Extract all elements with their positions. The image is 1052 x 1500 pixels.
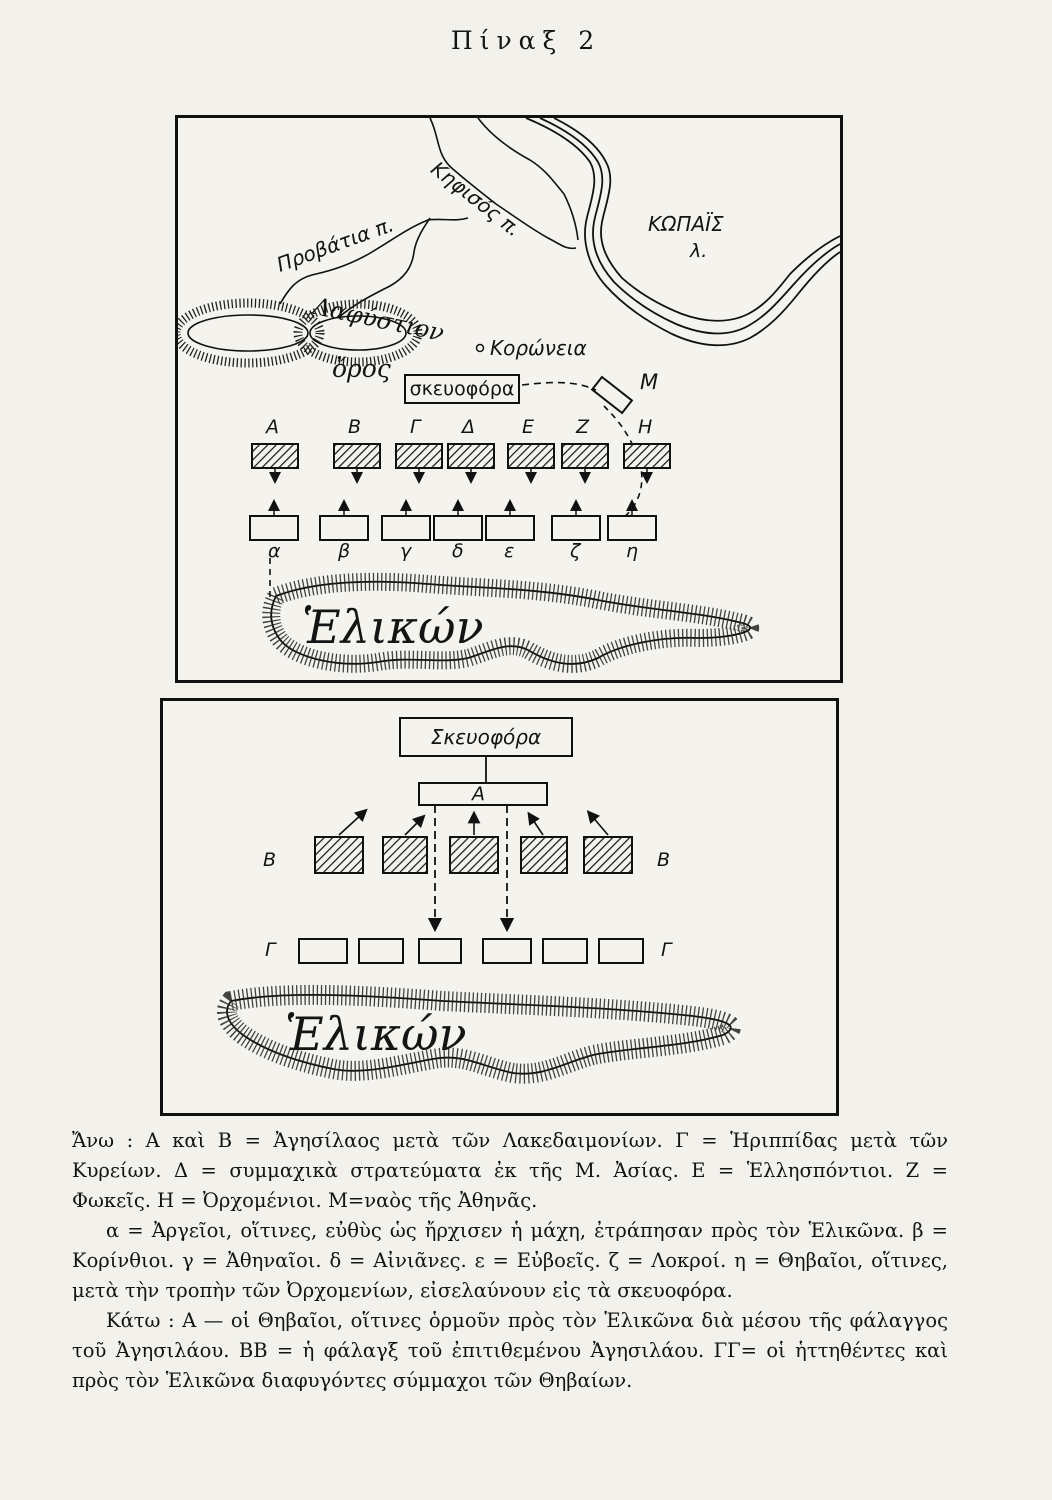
unit-upper-label-5: Ε — [522, 416, 535, 438]
label-g-left: Γ — [265, 939, 276, 961]
unit-lower-label-4: δ — [452, 540, 464, 562]
unit-upper-2 — [334, 444, 380, 468]
unit-lower-5 — [486, 516, 534, 540]
label-g-right: Γ — [661, 939, 672, 961]
bottom-battle-map — [160, 698, 839, 1116]
helicon-label-bottom: Ἑλικών — [285, 1007, 467, 1061]
unit-upper-4 — [448, 444, 494, 468]
temple-m — [592, 377, 632, 413]
provatia-label: Προβάτια π. — [273, 212, 397, 277]
koroneia-town — [477, 345, 484, 352]
lafystion-label: Λαφύστιον — [310, 292, 447, 348]
label-b-left: Β — [263, 849, 277, 871]
baggage-dashed-route — [522, 383, 596, 390]
unit-upper-label-2: Β — [348, 416, 362, 438]
oros-label: ὄρος — [332, 354, 391, 383]
unit-lower-label-6: ζ — [570, 540, 581, 562]
unit-lower-6 — [552, 516, 600, 540]
label-b-right: Β — [657, 849, 671, 871]
unit-lower-1 — [250, 516, 298, 540]
unit-lower-label-7: η — [626, 540, 639, 562]
koroneia-label: Κορώνεια — [490, 336, 587, 360]
unit-lower-2 — [320, 516, 368, 540]
unit-lower-label-3: γ — [400, 540, 412, 562]
unit-lower-7 — [608, 516, 656, 540]
unit-lower-3 — [382, 516, 430, 540]
unit-upper-label-1: Α — [266, 416, 279, 438]
unit-upper-5 — [508, 444, 554, 468]
baggage-box-bottom: Σκευοφόρα — [399, 717, 573, 757]
figure-caption — [72, 1126, 948, 1396]
kifisos-label: Κηφισός π. — [426, 156, 526, 242]
agesilaus-phalanx-b — [315, 837, 632, 873]
unit-upper-1 — [252, 444, 298, 468]
caption-upper: Ἄνω : Α καὶ Β = Ἀγησίλαος μετὰ τῶν Λακεδαιμονίων. Γ = Ἡριππίδας μετὰ τῶν Κυρείων. Δ = συμμαχικὰ στρατεύματα ἐκ τῆς Μ. Ἀσίας. Ε = Ἑλλησπόντιοι. Ζ = Φωκεῖς. Η = Ὀρχομένιοι. Μ=ναὸς τῆς Ἀθηνᾶς. — [72, 1129, 948, 1212]
top-battle-map — [175, 115, 843, 683]
label-a: Α — [472, 783, 485, 805]
unit-upper-7 — [624, 444, 670, 468]
unit-lower-label-1: α — [268, 540, 281, 562]
unit-upper-label-7: Η — [638, 416, 653, 438]
page-title: Πίναξ 2 — [450, 26, 602, 55]
temple-m-label: Μ — [640, 370, 659, 394]
caption-lower: Κάτω : Α — οἱ Θηβαῖοι, οἵτινες ὁρμοῦν πρὸς τὸν Ἑλικῶνα διὰ μέσου τῆς φάλαγγος τοῦ Ἀγησιλάου. ΒΒ = ἡ φάλαγξ τοῦ ἐπιτιθεμένου Ἀγησιλάου. ΓΓ= οἱ ἡττηθέντες καὶ πρὸς τὸν Ἑλικῶνα διαφυγόντες σύμμαχοι τῶν Θηβαίων. — [72, 1309, 948, 1392]
caption-upper-allies: α = Ἀργεῖοι, οἵτινες, εὐθὺς ὡς ἤρχισεν ἡ μάχη, ἐτράπησαν πρὸς τὸν Ἑλικῶνα. β = Κορίνθιοι. γ = Ἀθηναῖοι. δ = Αἰνιᾶνες. ε = Εὐβοεῖς. ζ = Λοκροί. η = Θηβαῖοι, οἵτινες, μετὰ τὴν τροπὴν τῶν Ὀρχομενίων, εἰσελαύνουν εἰς τὰ σκευοφόρα. — [72, 1219, 948, 1302]
defeated-allies-g — [299, 939, 643, 963]
unit-upper-6 — [562, 444, 608, 468]
unit-lower-label-2: β — [338, 540, 351, 562]
baggage-box: σκευοφόρα — [404, 374, 520, 404]
unit-lower-label-5: ε — [504, 540, 515, 562]
kopais-label: ΚΩΠΑΪΣ — [648, 212, 724, 236]
unit-upper-label-6: Ζ — [576, 416, 590, 438]
unit-upper-3 — [396, 444, 442, 468]
kopais-lake-abbr: λ. — [690, 240, 708, 262]
helicon-label: Ἑλικών — [302, 600, 484, 654]
unit-lower-4 — [434, 516, 482, 540]
unit-upper-label-4: Δ — [462, 416, 475, 438]
bottom-map-drawing — [163, 701, 836, 1113]
unit-upper-label-3: Γ — [410, 416, 421, 438]
